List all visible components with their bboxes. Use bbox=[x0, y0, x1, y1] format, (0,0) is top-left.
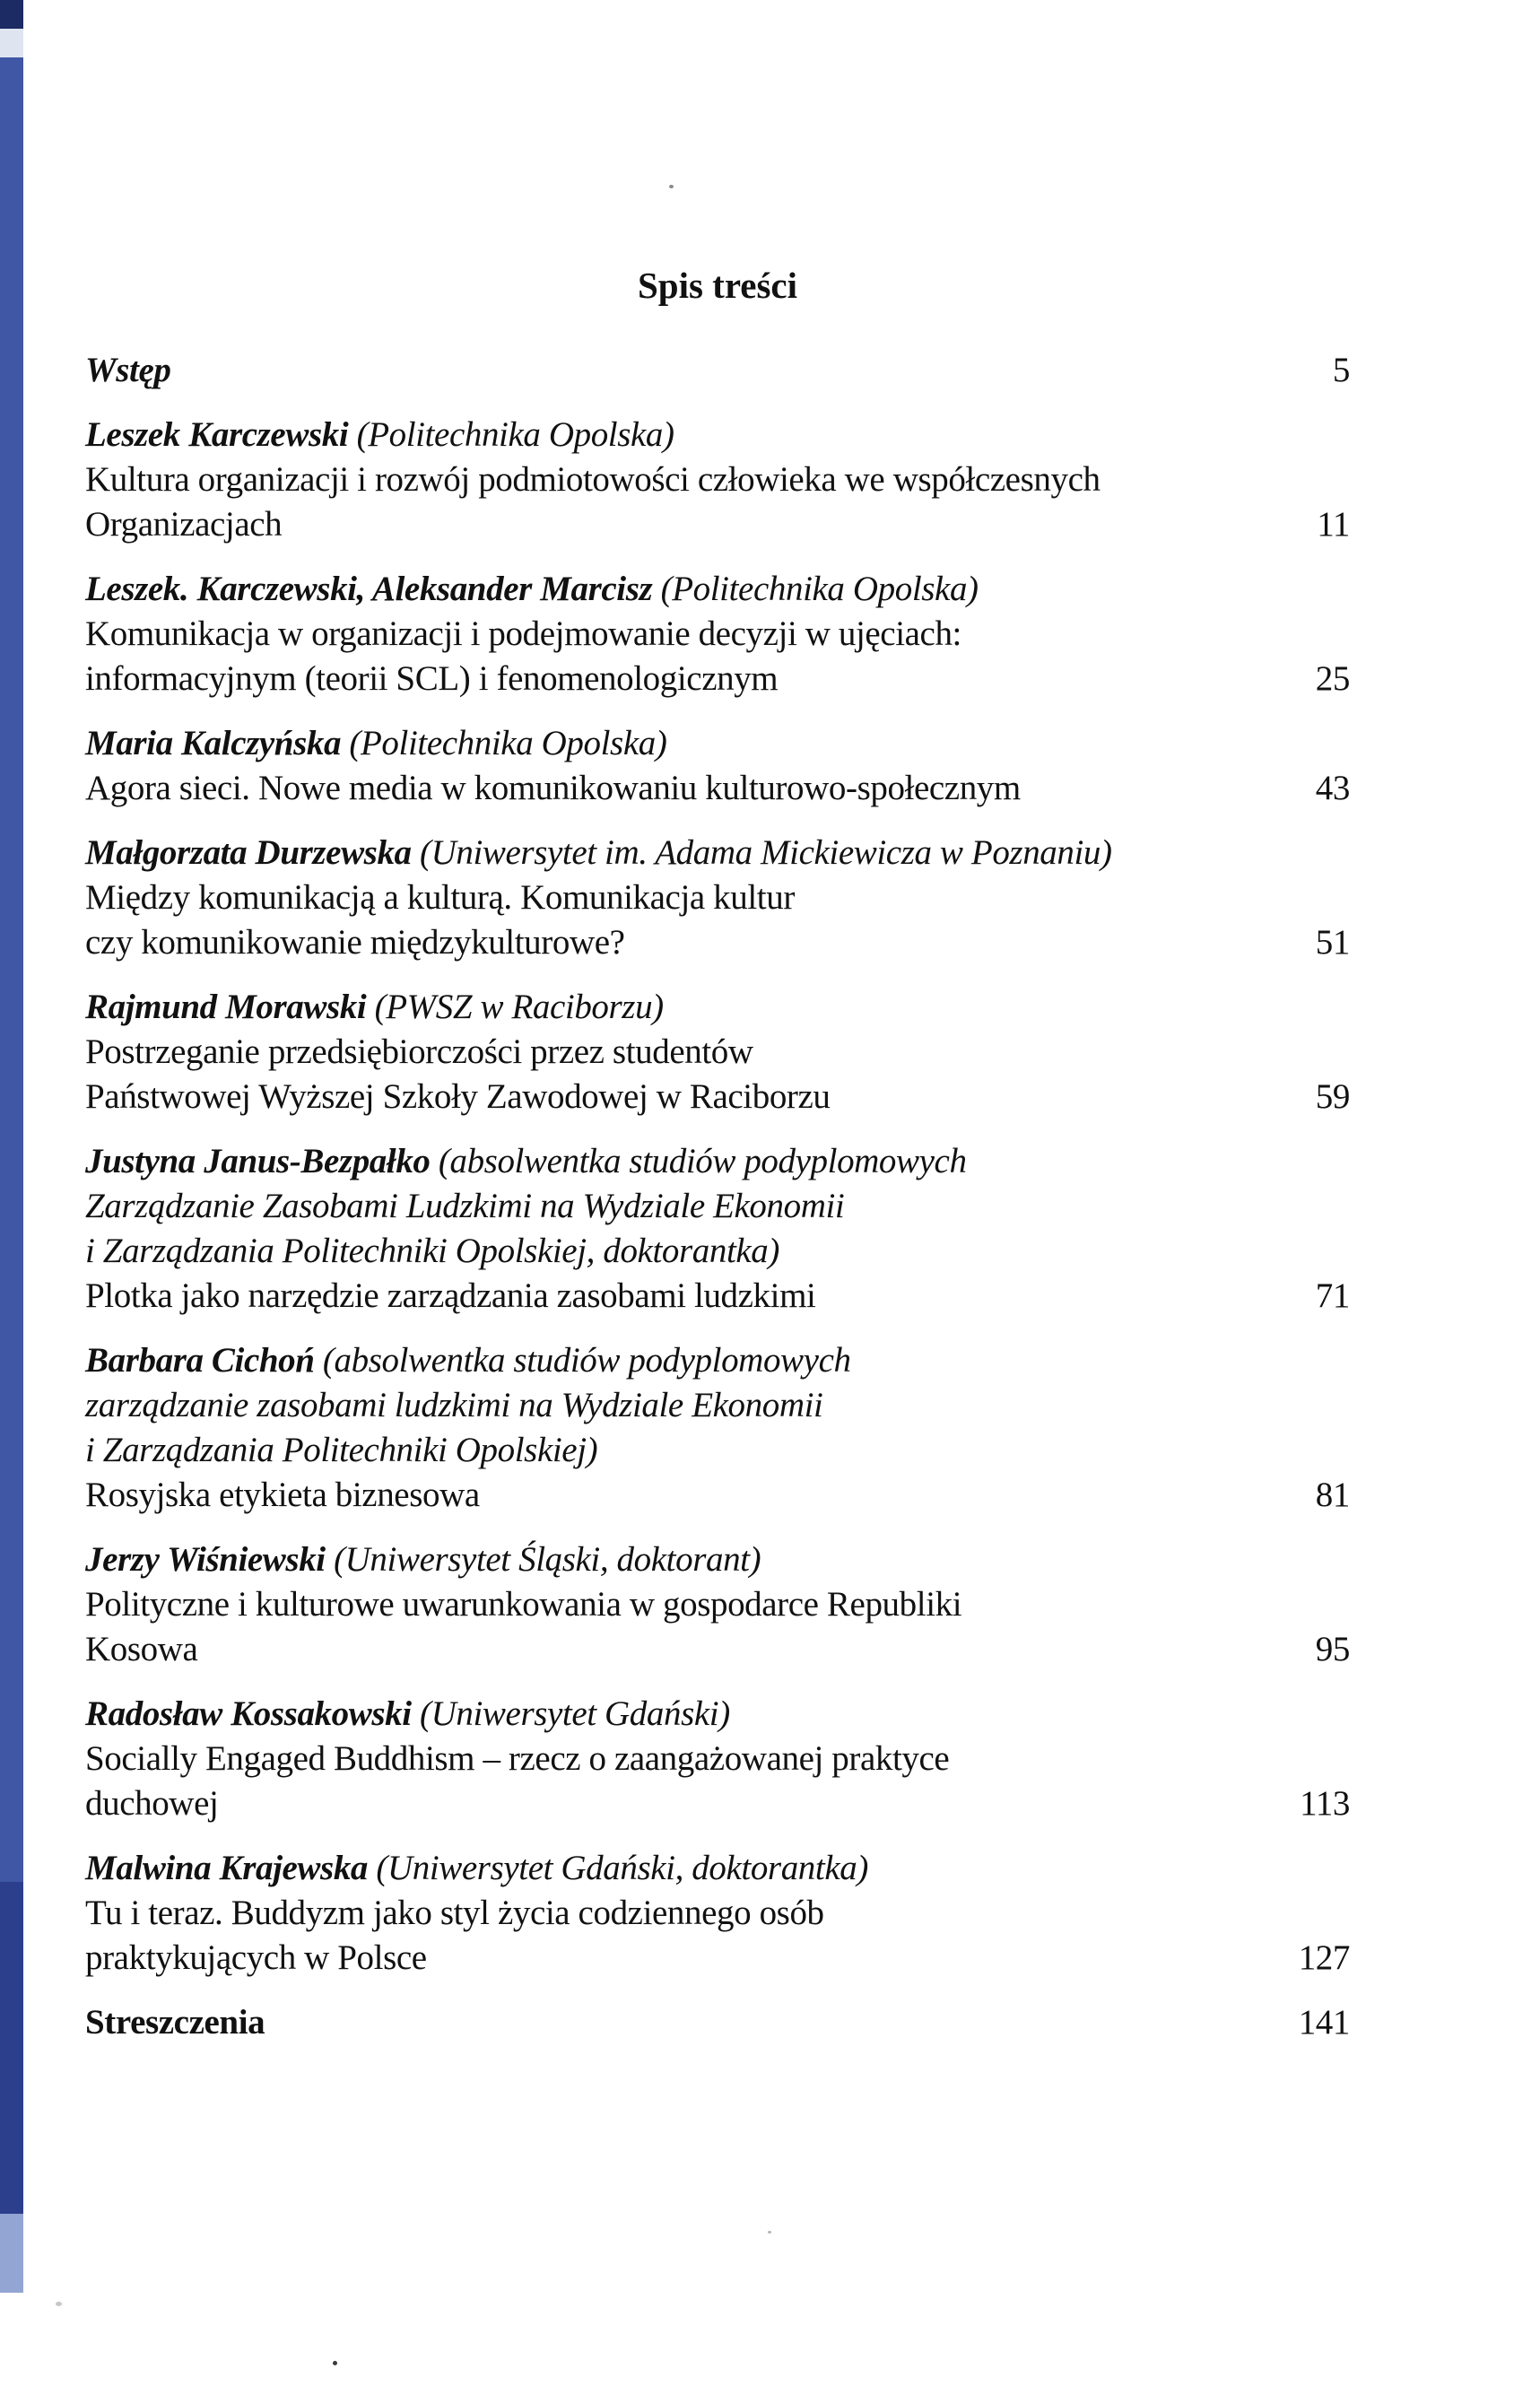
scan-speck bbox=[768, 2231, 771, 2234]
entry-author-line bbox=[85, 1139, 1350, 1184]
toc-back-item bbox=[85, 2000, 1350, 2045]
entry-title: Rosyjska etykieta biznesowa bbox=[85, 1476, 480, 1514]
entry-author: Leszek Karczewski bbox=[85, 415, 349, 454]
entry-affiliation-line: zarządzanie zasobami ludzkimi na Wydziale Ekonomii bbox=[85, 1386, 823, 1424]
entry-author: Leszek. Karczewski, Aleksander Marcisz bbox=[85, 570, 653, 608]
entry-author: Małgorzata Durzewska bbox=[85, 833, 412, 872]
entry-author-line bbox=[85, 1537, 1350, 1582]
scan-edge-artifact bbox=[0, 0, 23, 29]
entry-affiliation: (Uniwersytet Śląski, doktorant) bbox=[325, 1540, 761, 1579]
entry-affiliation: (absolwentka studiów podyplomowych bbox=[314, 1341, 851, 1380]
entry-title-line bbox=[85, 657, 1350, 701]
toc-entry bbox=[85, 567, 1350, 701]
toc-entry bbox=[85, 1537, 1350, 1672]
entry-page-number: 25 bbox=[1315, 659, 1350, 698]
scan-speck bbox=[56, 2302, 62, 2306]
entry-title-line: Między komunikacją a kulturą. Komunikacja kultur bbox=[85, 878, 795, 917]
entry-affiliation-line: i Zarządzania Politechniki Opolskiej, doktorantka) bbox=[85, 1232, 779, 1270]
entry-affiliation: (Uniwersytet im. Adama Mickiewicza w Poznaniu) bbox=[411, 833, 1112, 872]
entry-title-line bbox=[85, 1075, 1350, 1119]
entry-author-line bbox=[85, 985, 1350, 1030]
toc-entry bbox=[85, 1846, 1350, 1981]
scan-speck bbox=[669, 185, 674, 188]
entry-title-line bbox=[85, 1274, 1350, 1319]
entry-title-line bbox=[85, 1936, 1350, 1981]
entry-author-line bbox=[85, 567, 1350, 612]
entry-title-line: Socially Engaged Buddhism – rzecz o zaangażowanej praktyce bbox=[85, 1739, 950, 1778]
entry-affiliation: (Politechnika Opolska) bbox=[348, 415, 674, 454]
entry-affiliation: (Uniwersytet Gdański, doktorantka) bbox=[368, 1849, 868, 1887]
scan-edge-artifact bbox=[0, 1882, 23, 2214]
entry-title: Plotka jako narzędzie zarządzania zasobami ludzkimi bbox=[85, 1276, 816, 1315]
entry-page-number: 11 bbox=[1317, 505, 1350, 544]
back-item-label: Streszczenia bbox=[85, 2003, 265, 2042]
entry-author-line bbox=[85, 1692, 1350, 1737]
entry-title-line bbox=[85, 1781, 1350, 1826]
toc bbox=[85, 348, 1350, 2065]
entry-title-line bbox=[85, 1627, 1350, 1672]
entry-title-line: Tu i teraz. Buddyzm jako styl życia codziennego osób bbox=[85, 1894, 824, 1932]
entry-title: Organizacjach bbox=[85, 505, 283, 544]
entry-author: Maria Kalczyńska bbox=[85, 724, 342, 762]
front-item-page-number: 5 bbox=[1332, 351, 1350, 389]
entry-title: praktykujących w Polsce bbox=[85, 1938, 427, 1977]
entry-page-number: 43 bbox=[1315, 769, 1350, 807]
scan-edge-artifact bbox=[0, 29, 23, 57]
entry-title: duchowej bbox=[85, 1784, 219, 1823]
entry-page-number: 127 bbox=[1298, 1938, 1350, 1977]
toc-entry bbox=[85, 985, 1350, 1119]
entry-author-line bbox=[85, 721, 1350, 766]
toc-entry bbox=[85, 1338, 1350, 1518]
entry-affiliation-line: i Zarządzania Politechniki Opolskiej) bbox=[85, 1431, 598, 1469]
scan-edge-artifact bbox=[0, 57, 23, 1882]
entry-author: Malwina Krajewska bbox=[85, 1849, 369, 1887]
entry-author-line bbox=[85, 1846, 1350, 1891]
entry-author-line bbox=[85, 1338, 1350, 1383]
entry-title-line bbox=[85, 766, 1350, 811]
entry-author: Rajmund Morawski bbox=[85, 988, 367, 1026]
scan-speck bbox=[333, 2361, 337, 2365]
entry-affiliation-line: Zarządzanie Zasobami Ludzkimi na Wydziale Ekonomii bbox=[85, 1187, 845, 1225]
entry-page-number: 113 bbox=[1300, 1784, 1350, 1823]
entry-title: informacyjnym (teorii SCL) i fenomenologicznym bbox=[85, 659, 779, 698]
toc-entry bbox=[85, 831, 1350, 965]
entry-title: czy komunikowanie międzykulturowe? bbox=[85, 923, 625, 962]
entry-affiliation: (Uniwersytet Gdański) bbox=[411, 1694, 730, 1733]
entry-author: Barbara Cichoń bbox=[85, 1341, 315, 1380]
entry-author-line bbox=[85, 831, 1350, 875]
back-item-page-number: 141 bbox=[1298, 2003, 1350, 2042]
toc-entry bbox=[85, 1692, 1350, 1826]
entry-author-line bbox=[85, 413, 1350, 457]
entry-title: Państwowej Wyższej Szkoły Zawodowej w Raciborzu bbox=[85, 1077, 831, 1116]
entry-title-line: Polityczne i kulturowe uwarunkowania w gospodarce Republiki bbox=[85, 1585, 962, 1624]
entry-title-line: Kultura organizacji i rozwój podmiotowości człowieka we współczesnych bbox=[85, 460, 1101, 499]
entry-affiliation: (Politechnika Opolska) bbox=[652, 570, 979, 608]
entry-affiliation: (Politechnika Opolska) bbox=[341, 724, 667, 762]
entry-page-number: 95 bbox=[1315, 1630, 1350, 1668]
entry-page-number: 71 bbox=[1315, 1276, 1350, 1315]
entry-page-number: 59 bbox=[1315, 1077, 1350, 1116]
toc-front-item bbox=[85, 348, 1350, 393]
toc-entry bbox=[85, 1139, 1350, 1319]
page-title: Spis treści bbox=[637, 265, 798, 306]
entry-title-line bbox=[85, 1473, 1350, 1518]
entry-title-line bbox=[85, 920, 1350, 965]
toc-entry bbox=[85, 413, 1350, 547]
entry-title-line bbox=[85, 502, 1350, 547]
entry-title-line: Komunikacja w organizacji i podejmowanie decyzji w ujęciach: bbox=[85, 614, 961, 653]
entry-title: Agora sieci. Nowe media w komunikowaniu kulturowo-społecznym bbox=[85, 769, 1021, 807]
entry-page-number: 81 bbox=[1315, 1476, 1350, 1514]
toc-entry-list bbox=[85, 413, 1350, 1981]
entry-page-number: 51 bbox=[1315, 923, 1350, 962]
scan-edge-artifact bbox=[0, 2214, 23, 2293]
entry-author: Jerzy Wiśniewski bbox=[85, 1540, 326, 1579]
entry-title: Kosowa bbox=[85, 1630, 198, 1668]
toc-entry bbox=[85, 721, 1350, 811]
entry-author: Radosław Kossakowski bbox=[85, 1694, 412, 1733]
entry-affiliation: (PWSZ w Raciborzu) bbox=[366, 988, 664, 1026]
front-item-label: Wstęp bbox=[85, 351, 171, 389]
entry-author: Justyna Janus-Bezpałko bbox=[85, 1142, 431, 1180]
entry-affiliation: (absolwentka studiów podyplomowych bbox=[430, 1142, 967, 1180]
entry-title-line: Postrzeganie przedsiębiorczości przez studentów bbox=[85, 1032, 753, 1071]
